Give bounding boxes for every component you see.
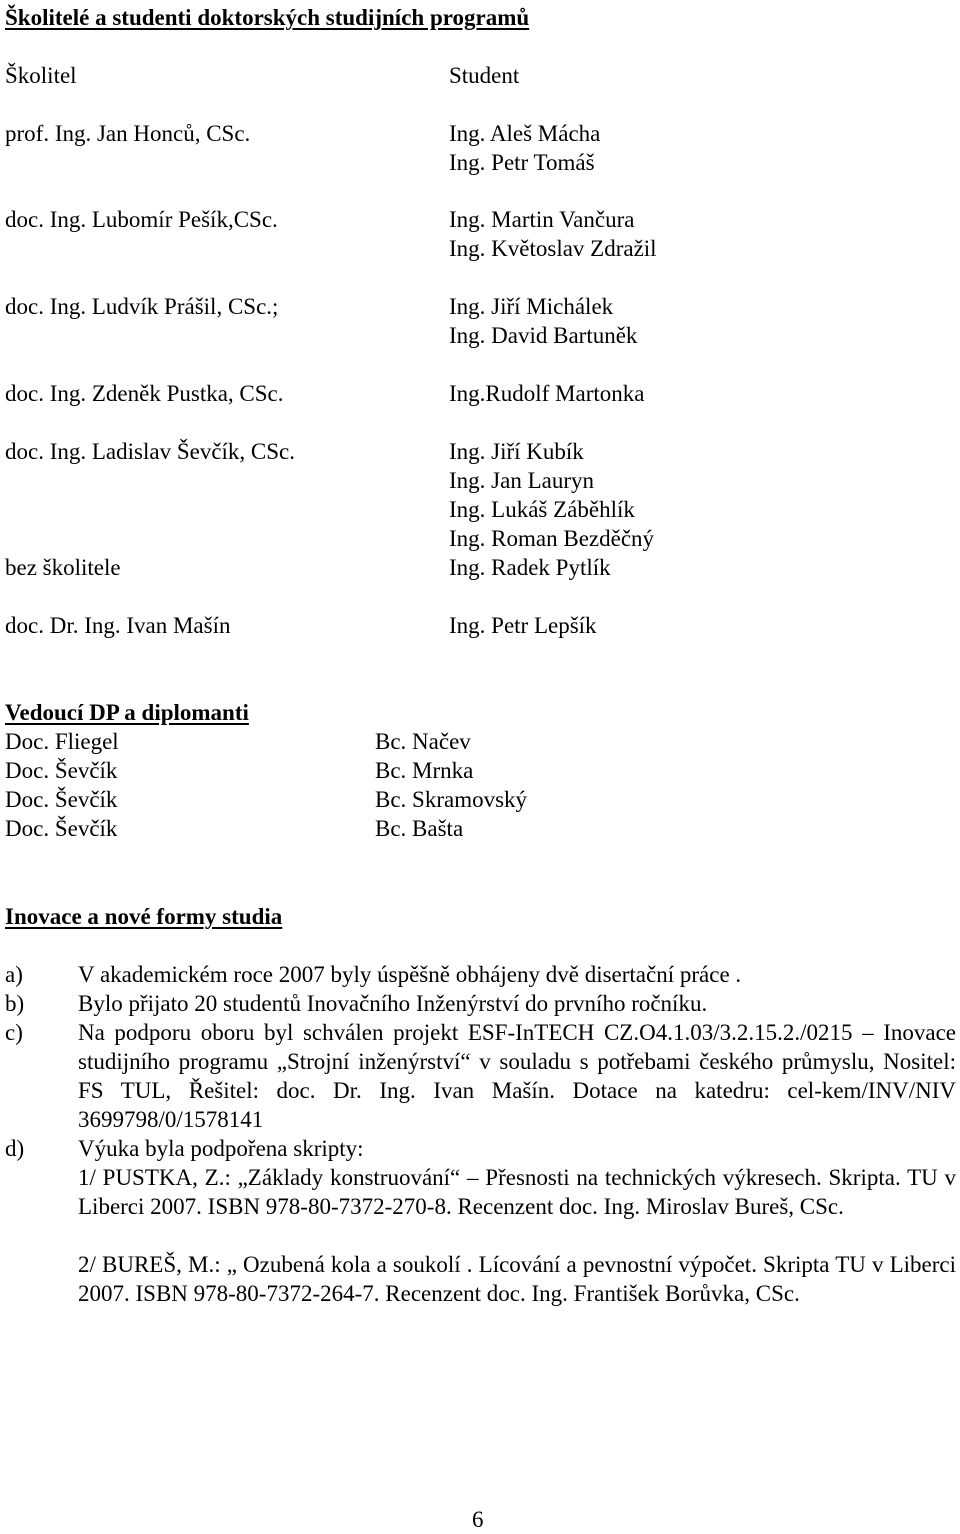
item-label: a) xyxy=(5,962,23,987)
supervisor-name: bez školitele xyxy=(5,555,121,580)
section-heading-innovation: Inovace a nové formy studia xyxy=(5,904,283,929)
item-label: c) xyxy=(5,1020,23,1045)
item-label: d) xyxy=(5,1136,25,1161)
thesis-leader: Doc. Ševčík xyxy=(5,758,118,783)
student-name: Ing. Petr Lepšík xyxy=(449,613,597,638)
supervisor-name: doc. Ing. Lubomír Pešík,CSc. xyxy=(5,207,278,232)
section-heading-theses: Vedoucí DP a diplomanti xyxy=(5,700,249,725)
student-name: Ing. Martin Vančura xyxy=(449,207,635,232)
student-name: Ing. Petr Tomáš xyxy=(449,150,595,175)
student-name: Ing. David Bartuněk xyxy=(449,323,638,348)
supervisor-name: doc. Ing. Ludvík Prášil, CSc.; xyxy=(5,294,279,319)
item-label: b) xyxy=(5,991,25,1016)
supervisor-name: doc. Ing. Zdeněk Pustka, CSc. xyxy=(5,381,284,406)
student-name: Ing. Radek Pytlík xyxy=(449,555,611,580)
thesis-leader: Doc. Ševčík xyxy=(5,787,118,812)
page-number: 6 xyxy=(472,1507,484,1532)
student-name: Ing. Jiří Michálek xyxy=(449,294,614,319)
item-text: V akademickém roce 2007 byly úspěšně obhájeny dvě disertační práce . xyxy=(78,962,742,987)
student-name: Ing. Jan Lauryn xyxy=(449,468,594,493)
script-reference: 1/ PUSTKA, Z.: „Základy konstruování“ – Přesnosti na technických výkresech. Skripta. TU v Liberci 2007. ISBN 978-80-7372-270-8. Recenzent doc. Ing. Miroslav Bureš, CSc. xyxy=(78,1165,956,1219)
thesis-student: Bc. Skramovský xyxy=(375,787,528,812)
item-text: Na podporu oboru byl schválen projekt ESF-InTECH CZ.O4.1.03/3.2.15.2./0215 – Inovace studijního programu „Strojní inženýrství“ v souladu s potřebami českého průmyslu, Nositel: FS TUL, Řešitel: doc. Dr. Ing. Ivan Mašín. Dotace na katedru: cel-kem/INV/NIV 3699798/0/1578141 xyxy=(78,1020,956,1132)
student-name: Ing.Rudolf Martonka xyxy=(449,381,645,406)
student-name: Ing. Roman Bezděčný xyxy=(449,526,655,551)
supervisor-name: prof. Ing. Jan Honců, CSc. xyxy=(5,121,251,146)
student-name: Ing. Lukáš Záběhlík xyxy=(449,497,635,522)
student-name: Ing. Květoslav Zdražil xyxy=(449,236,657,261)
thesis-student: Bc. Bašta xyxy=(375,816,464,841)
thesis-leader: Doc. Fliegel xyxy=(5,729,119,754)
thesis-leader: Doc. Ševčík xyxy=(5,816,118,841)
supervisor-name: doc. Dr. Ing. Ivan Mašín xyxy=(5,613,231,638)
thesis-student: Bc. Mrnka xyxy=(375,758,474,783)
item-text: Bylo přijato 20 studentů Inovačního Inženýrství do prvního ročníku. xyxy=(78,991,708,1016)
thesis-student: Bc. Načev xyxy=(375,729,471,754)
students-column-header: Student xyxy=(449,63,520,88)
student-name: Ing. Jiří Kubík xyxy=(449,439,584,464)
supervisors-column-header: Školitel xyxy=(5,63,77,88)
section-heading-doctoral: Školitelé a studenti doktorských studijních programů xyxy=(5,5,530,30)
item-text: Výuka byla podpořena skripty: xyxy=(78,1136,364,1161)
supervisor-name: doc. Ing. Ladislav Ševčík, CSc. xyxy=(5,439,296,464)
student-name: Ing. Aleš Mácha xyxy=(449,121,601,146)
script-reference: 2/ BUREŠ, M.: „ Ozubená kola a soukolí . Lícování a pevnostní výpočet. Skripta TU v Liberci 2007. ISBN 978-80-7372-264-7. Recenzent doc. Ing. František Borůvka, CSc. xyxy=(78,1252,956,1306)
